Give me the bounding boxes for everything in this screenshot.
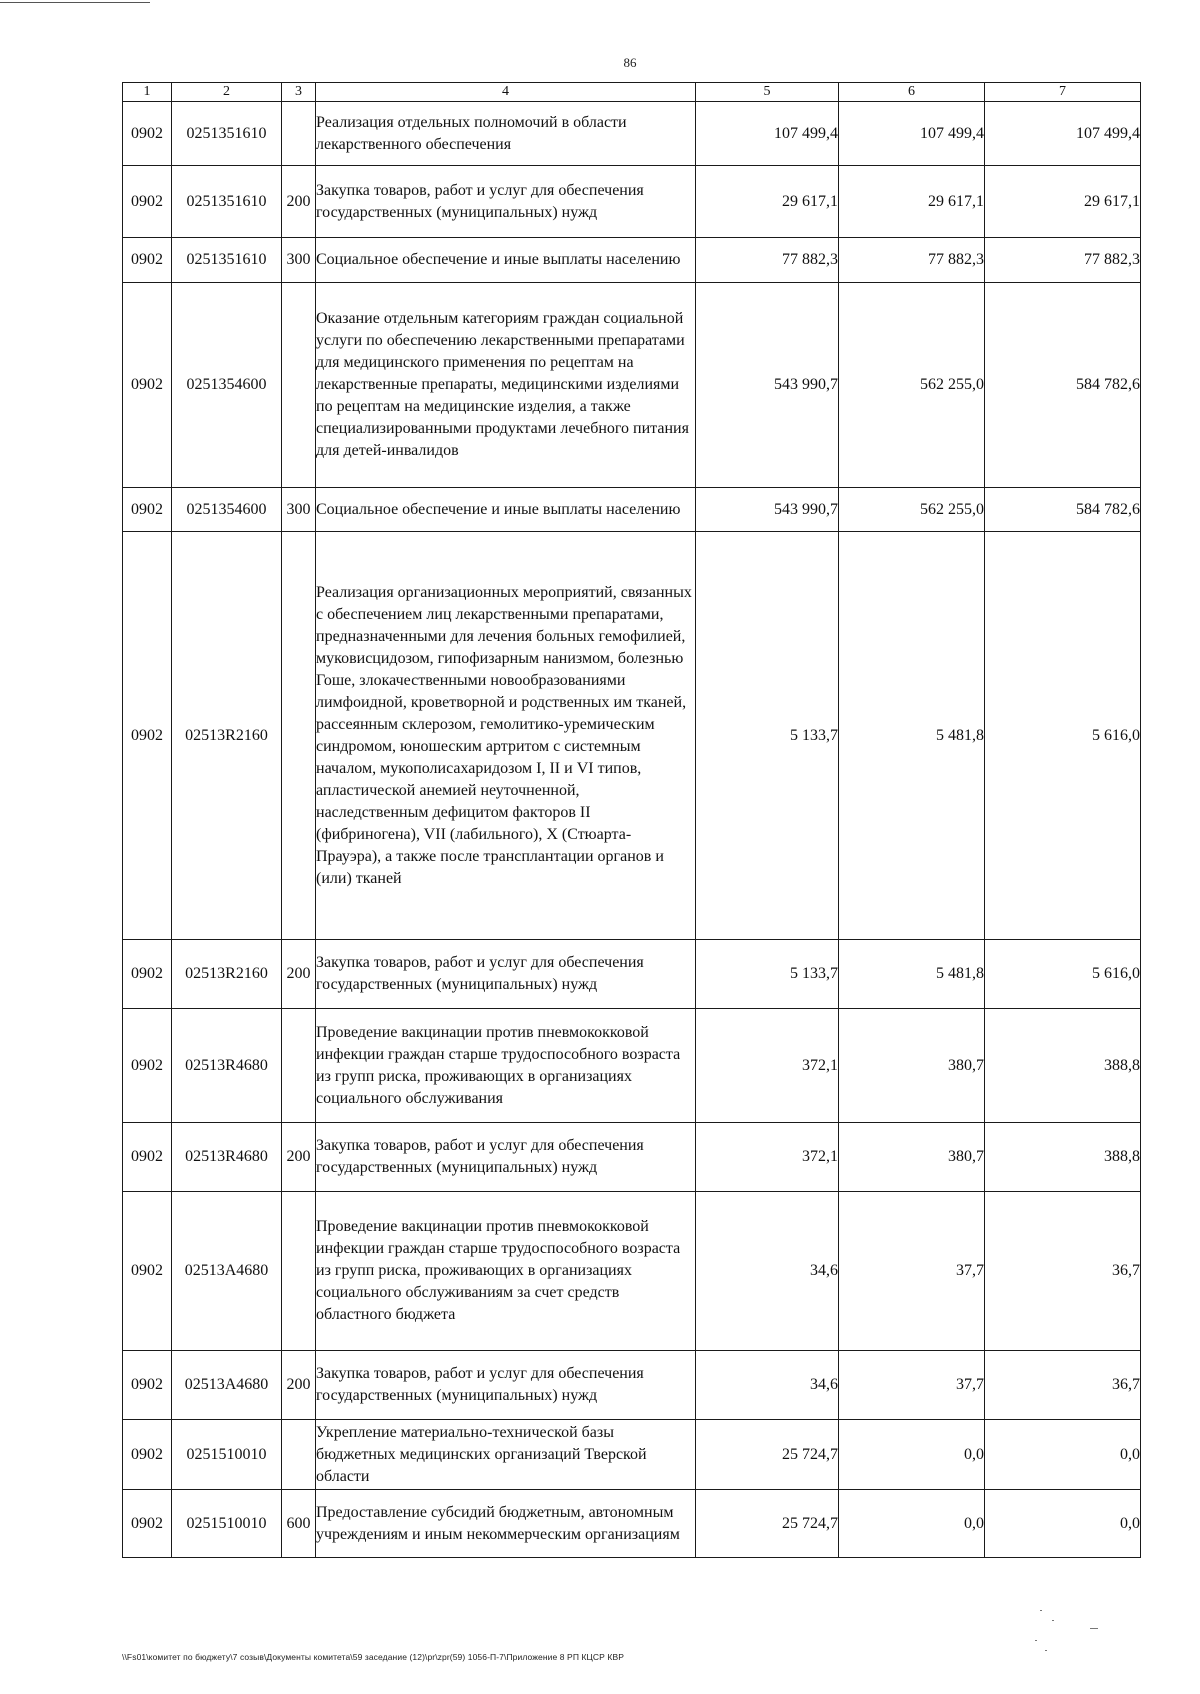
expense-type-code: 200 (282, 1123, 316, 1192)
target-article-code: 02513R2160 (172, 532, 282, 940)
target-article-code: 0251351610 (172, 102, 282, 166)
scan-speck (1052, 1620, 1054, 1621)
amount-year-1: 107 499,4 (696, 102, 839, 166)
table-row (123, 1192, 1141, 1351)
section-code: 0902 (123, 1192, 172, 1351)
amount-year-3: 388,8 (985, 1123, 1141, 1192)
table-row (123, 1009, 1141, 1123)
budget-table (122, 82, 1141, 1558)
item-name: Проведение вакцинации против пневмококковой инфекции граждан старше трудоспособного возраста из групп риска, проживающих в организациях социального обслуживаниям за счет средств областного бюджета (316, 1192, 696, 1351)
item-name: Реализация отдельных полномочий в области лекарственного обеспечения (316, 102, 696, 166)
document-file-path: \\Fs01\комитет по бюджету\7 созыв\Документы комитета\59 заседание (12)\pr\zpr(59) 1056-П-7\Приложение 8 РП КЦСР КВР (122, 1652, 624, 1662)
amount-year-3: 77 882,3 (985, 238, 1141, 283)
amount-year-3: 5 616,0 (985, 532, 1141, 940)
expense-type-code: 200 (282, 940, 316, 1009)
amount-year-2: 380,7 (839, 1009, 985, 1123)
amount-year-1: 543 990,7 (696, 488, 839, 532)
table-row (123, 1420, 1141, 1490)
amount-year-1: 372,1 (696, 1123, 839, 1192)
table-row (123, 283, 1141, 488)
amount-year-2: 37,7 (839, 1192, 985, 1351)
amount-year-3: 0,0 (985, 1420, 1141, 1490)
section-code: 0902 (123, 1009, 172, 1123)
table-row (123, 488, 1141, 532)
column-header: 2 (172, 83, 282, 102)
amount-year-1: 5 133,7 (696, 940, 839, 1009)
target-article-code: 0251354600 (172, 488, 282, 532)
item-name: Оказание отдельным категориям граждан социальной услуги по обеспечению лекарственными препаратами для медицинского применения по рецептам на лекарственные препараты, медицинскими изделиями по рецептам на медицинские изделия, а также специализированными продуктами лечебного питания для детей-инвалидов (316, 283, 696, 488)
target-article-code: 0251354600 (172, 283, 282, 488)
target-article-code: 0251510010 (172, 1490, 282, 1558)
table-row (123, 166, 1141, 238)
item-name: Проведение вакцинации против пневмококковой инфекции граждан старше трудоспособного возраста из групп риска, проживающих в организациях социального обслуживания (316, 1009, 696, 1123)
amount-year-2: 562 255,0 (839, 488, 985, 532)
column-number-row (123, 83, 1141, 102)
amount-year-1: 34,6 (696, 1192, 839, 1351)
section-code: 0902 (123, 1420, 172, 1490)
scan-speck (1090, 1628, 1098, 1629)
column-header: 3 (282, 83, 316, 102)
item-name: Предоставление субсидий бюджетным, автономным учреждениям и иным некоммерческим организациям (316, 1490, 696, 1558)
target-article-code: 0251510010 (172, 1420, 282, 1490)
item-name: Закупка товаров, работ и услуг для обеспечения государственных (муниципальных) нужд (316, 1351, 696, 1420)
target-article-code: 02513R2160 (172, 940, 282, 1009)
item-name: Закупка товаров, работ и услуг для обеспечения государственных (муниципальных) нужд (316, 166, 696, 238)
amount-year-1: 372,1 (696, 1009, 839, 1123)
item-name: Реализация организационных мероприятий, связанных с обеспечением лиц лекарственными препаратами, предназначенными для лечения больных гемофилией, муковисцидозом, гипофизарным нанизмом, болезнью Гоше, злокачественными новообразованиями лимфоидной, кроветворной и родственных им тканей, рассеянным склерозом, гемолитико-уремическим синдромом, юношеским артритом с системным началом, мукополисахаридозом I, II и VI типов, апластической анемией неуточненной, наследственным дефицитом факторов II (фибриногена), VII (лабильного), X (Стюарта-Прауэра), а также после трансплантации органов и (или) тканей (316, 532, 696, 940)
column-header: 6 (839, 83, 985, 102)
section-code: 0902 (123, 532, 172, 940)
table-row (123, 940, 1141, 1009)
table-row (123, 238, 1141, 283)
expense-type-code (282, 102, 316, 166)
amount-year-3: 584 782,6 (985, 488, 1141, 532)
amount-year-3: 388,8 (985, 1009, 1141, 1123)
expense-type-code: 200 (282, 166, 316, 238)
amount-year-2: 77 882,3 (839, 238, 985, 283)
amount-year-2: 380,7 (839, 1123, 985, 1192)
expense-type-code: 300 (282, 488, 316, 532)
column-header: 4 (316, 83, 696, 102)
amount-year-2: 5 481,8 (839, 940, 985, 1009)
item-name: Социальное обеспечение и иные выплаты населению (316, 488, 696, 532)
amount-year-2: 107 499,4 (839, 102, 985, 166)
amount-year-1: 25 724,7 (696, 1420, 839, 1490)
amount-year-3: 107 499,4 (985, 102, 1141, 166)
section-code: 0902 (123, 488, 172, 532)
section-code: 0902 (123, 238, 172, 283)
section-code: 0902 (123, 283, 172, 488)
section-code: 0902 (123, 940, 172, 1009)
amount-year-3: 584 782,6 (985, 283, 1141, 488)
target-article-code: 02513R4680 (172, 1123, 282, 1192)
scan-speck (1040, 1610, 1042, 1611)
expense-type-code (282, 1192, 316, 1351)
target-article-code: 02513A4680 (172, 1351, 282, 1420)
amount-year-1: 34,6 (696, 1351, 839, 1420)
amount-year-2: 562 255,0 (839, 283, 985, 488)
scan-speck (1035, 1640, 1037, 1641)
amount-year-2: 0,0 (839, 1420, 985, 1490)
section-code: 0902 (123, 1351, 172, 1420)
amount-year-2: 37,7 (839, 1351, 985, 1420)
target-article-code: 02513A4680 (172, 1192, 282, 1351)
section-code: 0902 (123, 102, 172, 166)
amount-year-3: 5 616,0 (985, 940, 1141, 1009)
item-name: Закупка товаров, работ и услуг для обеспечения государственных (муниципальных) нужд (316, 940, 696, 1009)
table-row (123, 1123, 1141, 1192)
column-header: 5 (696, 83, 839, 102)
column-header: 1 (123, 83, 172, 102)
amount-year-3: 36,7 (985, 1192, 1141, 1351)
expense-type-code (282, 283, 316, 488)
expense-type-code: 200 (282, 1351, 316, 1420)
amount-year-2: 0,0 (839, 1490, 985, 1558)
amount-year-3: 36,7 (985, 1351, 1141, 1420)
section-code: 0902 (123, 1123, 172, 1192)
amount-year-1: 543 990,7 (696, 283, 839, 488)
expense-type-code (282, 532, 316, 940)
expense-type-code (282, 1420, 316, 1490)
amount-year-2: 29 617,1 (839, 166, 985, 238)
scan-speck (1045, 1650, 1047, 1651)
amount-year-2: 5 481,8 (839, 532, 985, 940)
table-row (123, 1351, 1141, 1420)
page-number: 86 (623, 55, 637, 70)
item-name: Социальное обеспечение и иные выплаты населению (316, 238, 696, 283)
table-row (123, 532, 1141, 940)
expense-type-code (282, 1009, 316, 1123)
item-name: Укрепление материально-технической базы бюджетных медицинских организаций Тверской области (316, 1420, 696, 1490)
table-row (123, 102, 1141, 166)
target-article-code: 02513R4680 (172, 1009, 282, 1123)
table-row (123, 1490, 1141, 1558)
expense-type-code: 300 (282, 238, 316, 283)
target-article-code: 0251351610 (172, 238, 282, 283)
item-name: Закупка товаров, работ и услуг для обеспечения государственных (муниципальных) нужд (316, 1123, 696, 1192)
amount-year-1: 25 724,7 (696, 1490, 839, 1558)
target-article-code: 0251351610 (172, 166, 282, 238)
amount-year-1: 29 617,1 (696, 166, 839, 238)
column-header: 7 (985, 83, 1141, 102)
amount-year-3: 0,0 (985, 1490, 1141, 1558)
expense-type-code: 600 (282, 1490, 316, 1558)
amount-year-3: 29 617,1 (985, 166, 1141, 238)
scan-edge-line (0, 2, 150, 3)
section-code: 0902 (123, 166, 172, 238)
section-code: 0902 (123, 1490, 172, 1558)
amount-year-1: 5 133,7 (696, 532, 839, 940)
amount-year-1: 77 882,3 (696, 238, 839, 283)
